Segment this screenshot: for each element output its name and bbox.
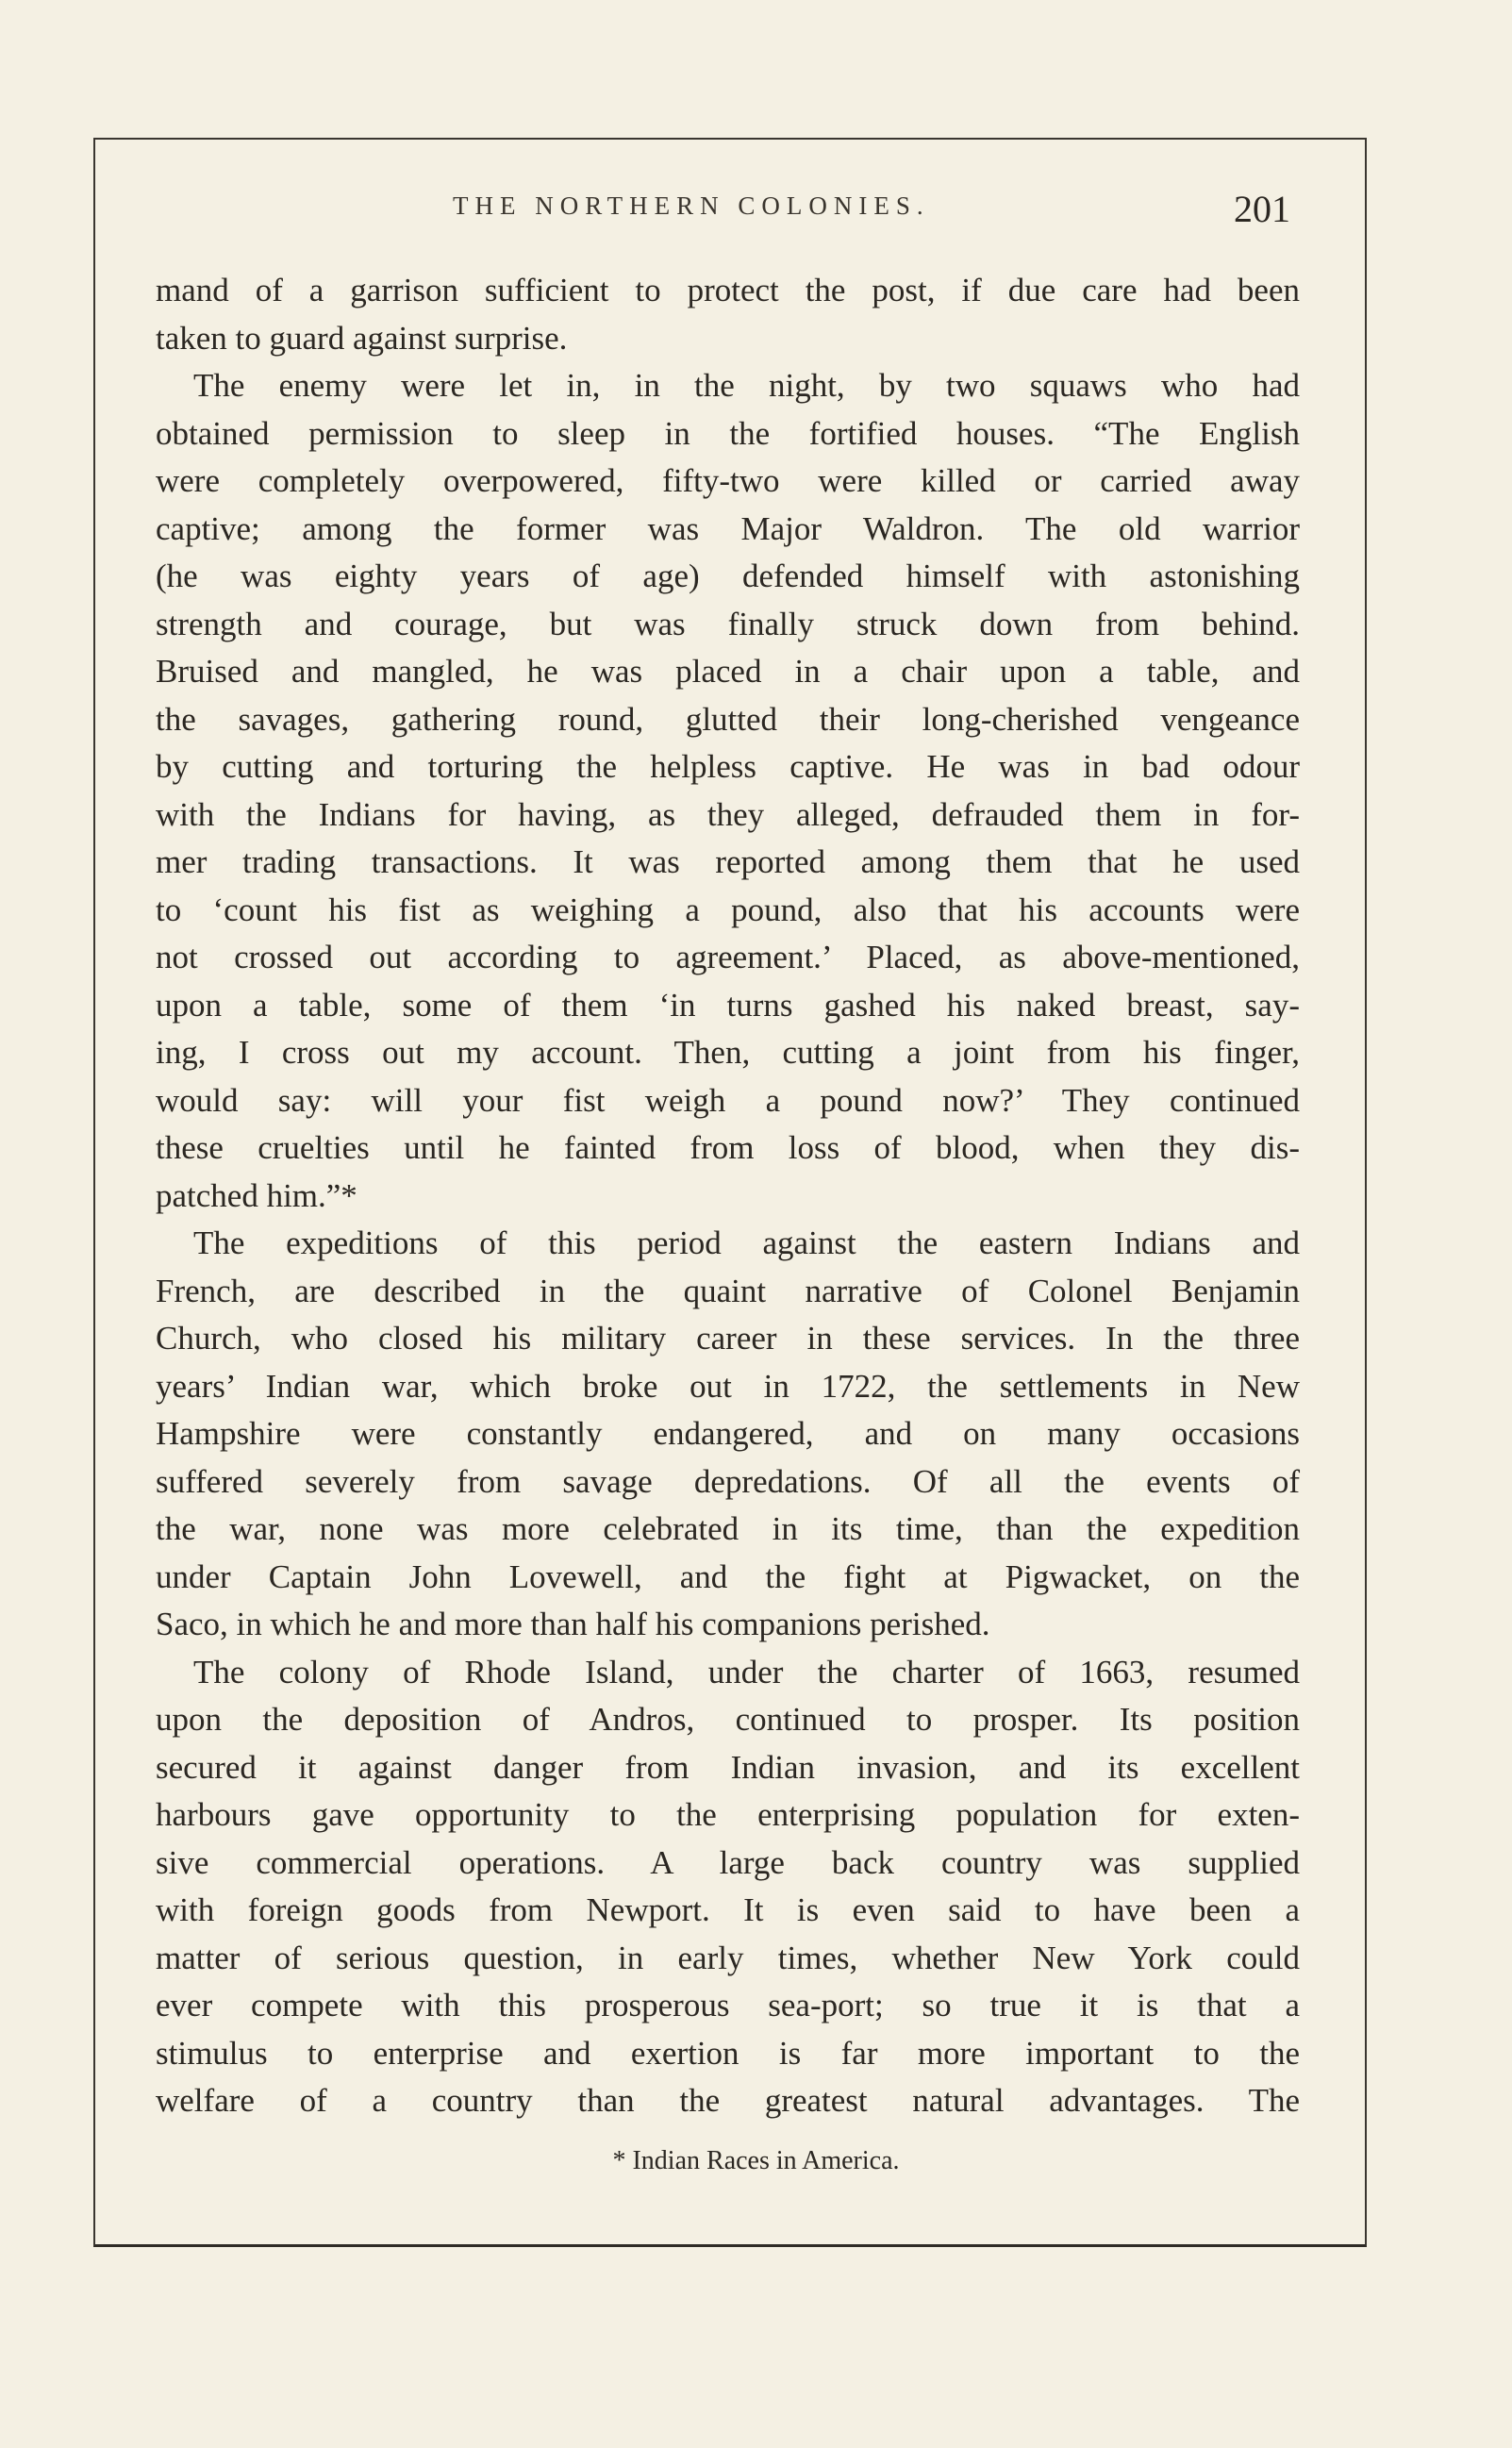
text-line: taken to guard against surprise. xyxy=(156,319,568,357)
text-line: obtained permission to sleep in the fortified houses. “The English xyxy=(156,414,1300,452)
text-line: The expeditions of this period against the eastern Indians and xyxy=(193,1224,1300,1261)
paragraph xyxy=(156,1220,1300,1649)
text-line: patched him.”* xyxy=(156,1176,357,1214)
text-line: the savages, gathering round, glutted their long-cherished vengeance xyxy=(156,700,1300,738)
text-line: Church, who closed his military career in these services. In the three xyxy=(156,1320,1300,1357)
text-line: welfare of a country than the greatest natural advantages. The xyxy=(156,2082,1300,2119)
text-line: by cutting and torturing the helpless captive. He was in bad odour xyxy=(156,748,1300,785)
body-text xyxy=(156,267,1300,2125)
text-line: ing, I cross out my account. Then, cutting a joint from his finger, xyxy=(156,1034,1300,1071)
text-line: harbours gave opportunity to the enterprising population for exten- xyxy=(156,1796,1300,1833)
text-line: Hampshire were constantly endangered, and on many occasions xyxy=(156,1415,1300,1452)
page-number: 201 xyxy=(1234,188,1290,230)
footnote: * Indian Races in America. xyxy=(612,2146,900,2175)
paragraph xyxy=(156,267,1300,362)
text-line: captive; among the former was Major Waldron. The old warrior xyxy=(156,509,1300,547)
text-line: years’ Indian war, which broke out in 1722, the settlements in New xyxy=(156,1367,1300,1405)
text-line: strength and courage, but was finally struck down from behind. xyxy=(156,605,1300,642)
text-line: the war, none was more celebrated in its time, than the expedition xyxy=(156,1510,1300,1547)
text-line: suffered severely from savage depredations. Of all the events of xyxy=(156,1462,1300,1500)
text-line: not crossed out according to agreement.’ Placed, as above-mentioned, xyxy=(156,939,1300,975)
text-line: under Captain John Lovewell, and the fight at Pigwacket, on the xyxy=(156,1557,1300,1595)
text-line: sive commercial operations. A large back country was supplied xyxy=(156,1843,1300,1881)
paragraph xyxy=(156,362,1300,1220)
text-line: matter of serious question, in early times, whether New York could xyxy=(156,1939,1300,1976)
text-line: to ‘count his fist as weighing a pound, also that his accounts were xyxy=(156,891,1300,928)
text-line: secured it against danger from Indian invasion, and its excellent xyxy=(156,1748,1300,1786)
text-line: upon the deposition of Andros, continued to prosper. Its position xyxy=(156,1701,1300,1738)
text-line: were completely overpowered, fifty-two were killed or carried away xyxy=(156,462,1300,499)
text-line: these cruelties until he fainted from loss of blood, when they dis- xyxy=(156,1129,1300,1166)
text-line: upon a table, some of them ‘in turns gashed his naked breast, say- xyxy=(156,986,1300,1024)
text-line: would say: will your fist weigh a pound now?’ They continued xyxy=(156,1081,1300,1119)
text-line: ever compete with this prosperous sea-port; so true it is that a xyxy=(156,1987,1300,2023)
paragraph xyxy=(156,1649,1300,2125)
text-line: with the Indians for having, as they alleged, defrauded them in for- xyxy=(156,795,1300,833)
running-title: THE NORTHERN COLONIES. xyxy=(453,192,930,220)
text-line: French, are described in the quaint narrative of Colonel Benjamin xyxy=(156,1272,1300,1309)
text-line: Saco, in which he and more than half his companions perished. xyxy=(156,1606,990,1642)
text-line: with foreign goods from Newport. It is even said to have been a xyxy=(156,1891,1300,1928)
text-line: The colony of Rhode Island, under the charter of 1663, resumed xyxy=(193,1653,1300,1690)
text-line: (he was eighty years of age) defended himself with astonishing xyxy=(156,558,1300,594)
text-line: mand of a garrison sufficient to protect the post, if due care had been xyxy=(156,272,1300,308)
text-line: The enemy were let in, in the night, by two squaws who had xyxy=(193,367,1300,404)
text-line: mer trading transactions. It was reported among them that he used xyxy=(156,843,1300,880)
text-line: Bruised and mangled, he was placed in a chair upon a table, and xyxy=(156,653,1300,690)
text-line: stimulus to enterprise and exertion is far more important to the xyxy=(156,2034,1300,2072)
